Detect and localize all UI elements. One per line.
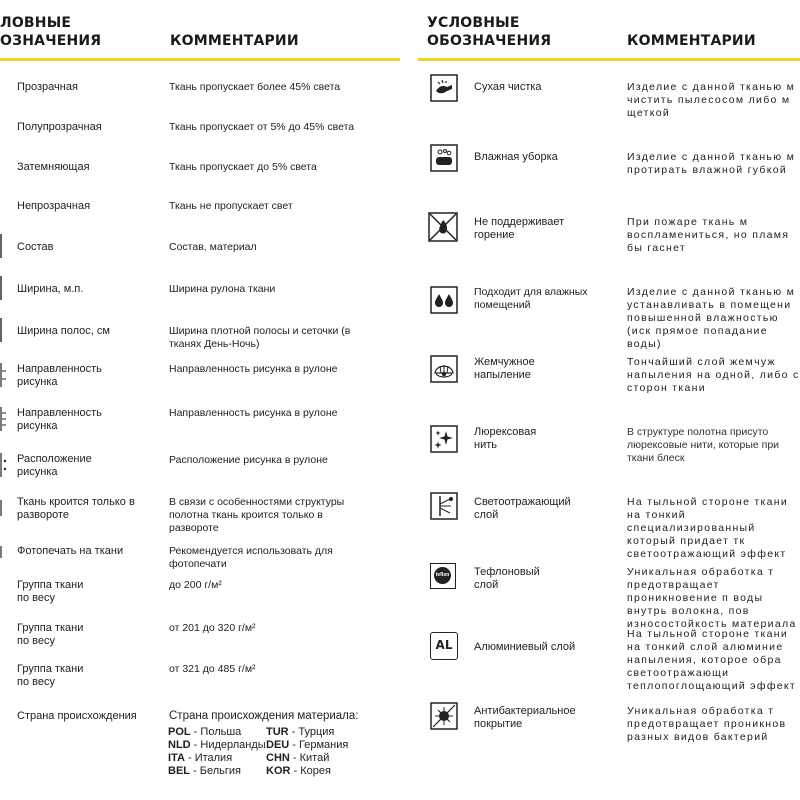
left-row-name: Состав [17,241,54,253]
fire-retardant-icon [428,212,458,242]
right-row-name: Люрексовая нить [474,426,537,451]
left-row-name: Прозрачная [17,81,78,93]
right-row-name: Влажная уборка [474,151,558,163]
sparkle-icon [430,425,458,453]
left-row-comment: Расположение рисунка в рулоне [169,454,328,466]
left-symbols-header: ЛОВНЫЕ ОЗНАЧЕНИЯ [0,15,102,49]
railroad-cut-icon [0,496,8,520]
right-row-name: Не поддерживает горение [474,216,565,241]
country-item: KOR - Корея [266,765,331,777]
stripe-width-icon [0,318,8,342]
dry-clean-icon [430,74,458,102]
right-row-comment: На тыльной стороне ткани на тонкий слой алюминие напыления, которое обра светоотражающи теплопоглощающий эффект [627,628,797,692]
left-comments-header: КОММЕНТАРИИ [170,33,299,49]
right-row-name: Подходит для влажных помещений [474,286,588,311]
right-comments-header: КОММЕНТАРИИ [627,33,756,49]
composition-icon [0,234,8,258]
right-symbols-header: УСЛОВНЫЕ ОБОЗНАЧЕНИЯ [427,15,552,49]
left-row-name: Затемняющая [17,161,90,173]
pattern-direction-icon [0,363,8,387]
left-row-name: Группа ткани по весу [17,622,84,647]
left-row-comment: Ткань пропускает до 5% света [169,161,317,173]
right-row-comment: Изделие с данной тканью м протирать влажной губкой [627,151,796,176]
right-row-comment: Изделие с данной тканью м чистить пылесосом либо м щеткой [627,81,796,119]
right-row-comment: Тончайший слой жемчуж напыления на одной, либо с сторон ткани [627,356,800,394]
country-item: ITA - Италия [168,752,233,764]
right-row-comment: При пожаре ткань м воспламениться, но пламя бы гаснет [627,216,790,254]
left-row-comment: от 201 до 320 г/м² [169,622,256,634]
pearl-icon [430,355,458,383]
left-row-name: Направленность рисунка [17,407,102,432]
antibacterial-icon [430,702,458,730]
left-row-comment: Ширина плотной полосы и сеточки (в тканях День-Ночь) [169,325,351,350]
left-row-comment: Ткань не пропускает свет [169,200,293,212]
country-item: POL - Польша [168,726,242,738]
left-row-comment: Ширина рулона ткани [169,283,276,295]
country-item: TUR - Турция [266,726,335,738]
roll-width-icon [0,276,8,300]
teflon-badge: teflon [434,567,451,584]
right-row-name: Тефлоновый слой [474,566,540,591]
right-row-name: Жемчужное напыление [474,356,535,381]
left-row-name: Расположение рисунка [17,453,92,478]
country-item: DEU - Германия [266,739,349,751]
left-row-comment: Рекомендуется использовать для фотопечати [169,545,333,570]
left-row-comment: В связи с особенностями структуры полотна ткань кроится только в развороте [169,496,345,534]
left-row-name: Полупрозрачная [17,121,102,133]
left-row-comment: от 321 до 485 г/м² [169,663,256,675]
wet-clean-icon [430,144,458,172]
right-row-comment: Уникальная обработка т предотвращает проникновение п воды внутрь волокна, пов износостойкость материала [627,566,797,630]
left-row-name: Непрозрачная [17,200,91,212]
left-row-name: Группа ткани по весу [17,579,84,604]
left-row-comment: до 200 г/м² [169,579,222,591]
country-item: BEL - Бельгия [168,765,242,777]
right-row-name: Сухая чистка [474,81,542,93]
left-row-comment: Ткань пропускает от 5% до 45% света [169,121,355,133]
reflective-icon [430,492,458,520]
country-item: NLD - Нидерланды [168,739,266,751]
left-row-comment: Состав, материал [169,241,257,253]
right-row-comment: В структуре полотна присуто люрексовые нити, которые при ткани блеск [627,426,780,464]
photo-print-icon [0,540,8,564]
left-row-name: Ширина, м.п. [17,283,84,295]
left-row-comment: Направленность рисунка в рулоне [169,407,338,419]
right-row-comment: Уникальная обработка т предотвращает проникнов разных видов бактерий [627,705,787,743]
right-row-comment: Изделие с данной тканью м устанавливать в помещени повышенной влажностью (иск прямое попадание воды) [627,286,796,350]
left-row-name: Ширина полос, см [17,325,110,337]
right-row-name: Алюминиевый слой [474,641,576,653]
right-row-name: Антибактериальное покрытие [474,705,576,730]
left-row-comment: Направленность рисунка в рулоне [169,363,338,375]
left-row-name: Направленность рисунка [17,363,102,388]
right-row-name: Светоотражающий слой [474,496,571,521]
country-item: CHN - Китай [266,752,330,764]
pattern-direction-alt-icon [0,407,8,431]
left-row-comment: Страна происхождения материала: [169,710,359,722]
aluminum-icon: AL [430,632,458,660]
left-row-name: Ткань кроится только в развороте [17,496,135,521]
right-row-comment: На тыльной стороне ткани на тонкий специализированный который придает тк светоотражающий эффект [627,496,789,560]
left-row-name: Страна происхождения [17,710,137,722]
right-yellow-divider [418,58,800,61]
teflon-icon [430,563,456,589]
humidity-icon [430,286,458,314]
left-row-name: Группа ткани по весу [17,663,84,688]
left-row-name: Фотопечать на ткани [17,545,124,557]
left-row-comment: Ткань пропускает более 45% света [169,81,341,93]
pattern-layout-icon [0,453,8,477]
left-yellow-divider [0,58,400,61]
